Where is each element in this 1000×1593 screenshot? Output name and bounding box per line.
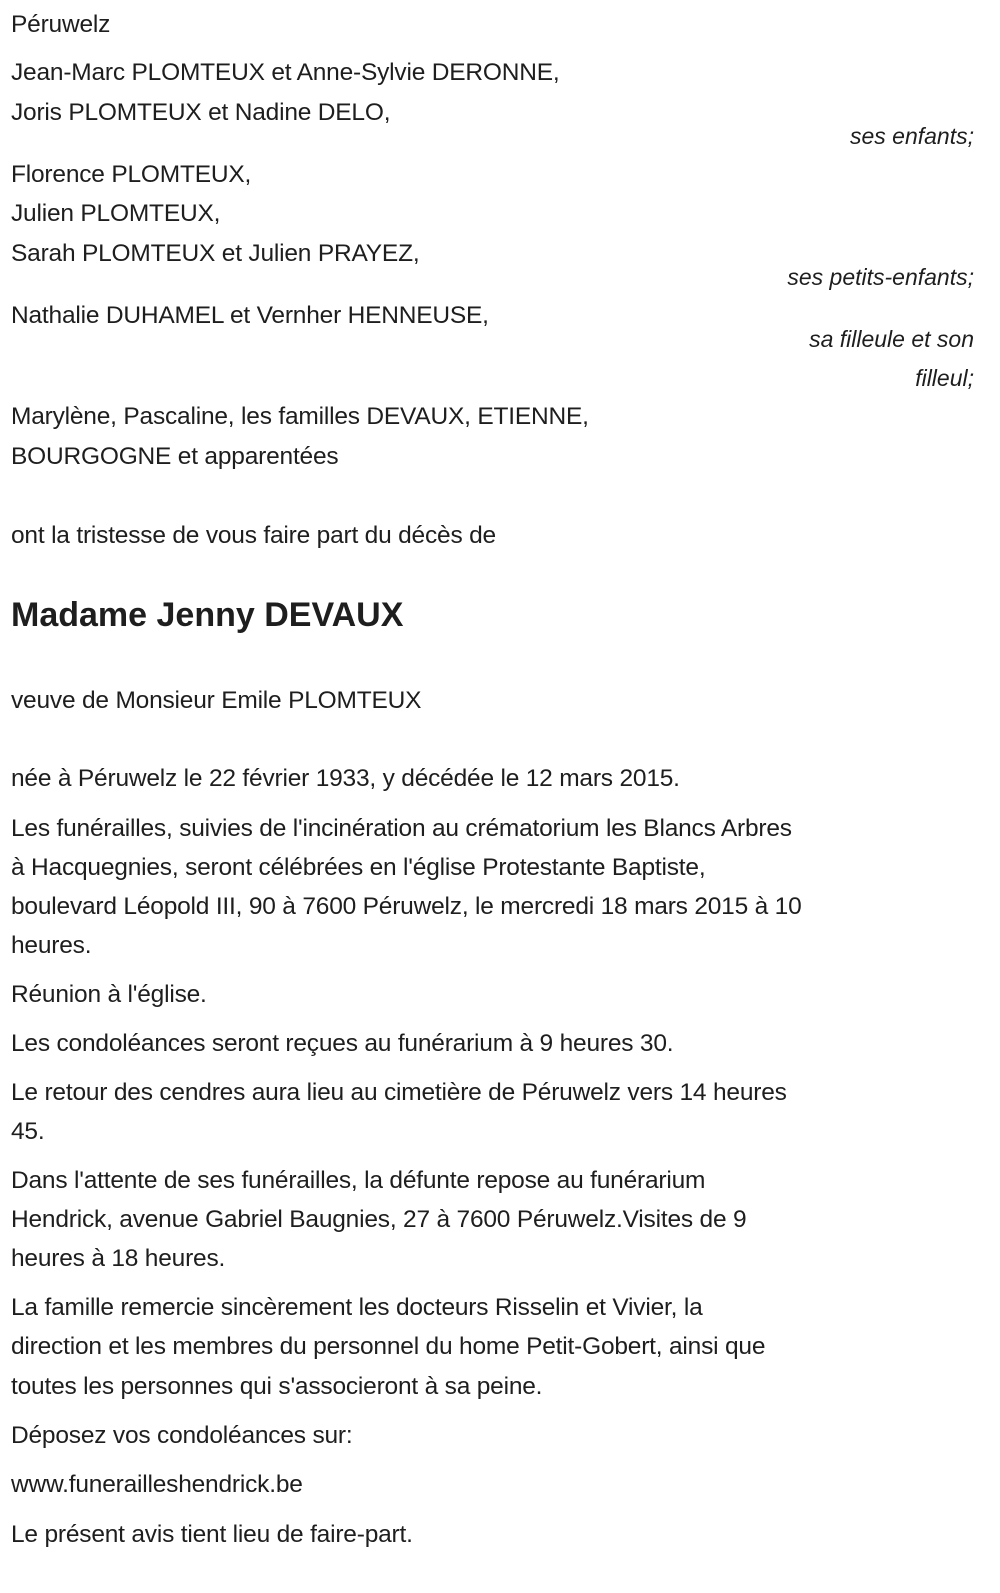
godchildren-label: sa filleule et son [809, 326, 974, 352]
announcement: ont la tristesse de vous faire part du décès de [11, 522, 496, 549]
rest-line: Dans l'attente de ses funérailles, la défunte repose au funérarium [11, 1167, 706, 1194]
funeral-line: heures. [11, 932, 92, 959]
grandchildren-line: Sarah PLOMTEUX et Julien PRAYEZ, [11, 240, 420, 267]
place: Péruwelz [11, 11, 111, 38]
thanks-line: La famille remercie sincèrement les docteurs Risselin et Vivier, la [11, 1294, 703, 1321]
funeral-line: à Hacquegnies, seront célébrées en l'église Protestante Baptiste, [11, 854, 706, 881]
grandchildren-line: Julien PLOMTEUX, [11, 200, 221, 227]
condolences: Les condoléances seront reçues au funérarium à 9 heures 30. [11, 1030, 674, 1057]
grandchildren-label: ses petits-enfants; [787, 264, 974, 290]
ashes-line: Le retour des cendres aura lieu au cimetière de Péruwelz vers 14 heures [11, 1079, 787, 1106]
children-line: Jean-Marc PLOMTEUX et Anne-Sylvie DERONNE, [11, 59, 560, 86]
ashes-line: 45. [11, 1118, 45, 1145]
grandchildren-line: Florence PLOMTEUX, [11, 161, 252, 188]
birth-death: née à Péruwelz le 22 février 1933, y décédée le 12 mars 2015. [11, 765, 680, 792]
thanks-line: direction et les membres du personnel du home Petit-Gobert, ainsi que [11, 1333, 766, 1360]
condolences-prompt: Déposez vos condoléances sur: [11, 1422, 353, 1449]
meeting: Réunion à l'église. [11, 981, 207, 1008]
funeral-line: Les funérailles, suivies de l'incinération au crématorium les Blancs Arbres [11, 815, 792, 842]
rest-line: heures à 18 heures. [11, 1245, 226, 1272]
widow-of: veuve de Monsieur Emile PLOMTEUX [11, 687, 422, 714]
children-line: Joris PLOMTEUX et Nadine DELO, [11, 99, 391, 126]
godchildren-label: filleul; [915, 365, 974, 391]
children-label: ses enfants; [849, 123, 974, 149]
thanks-line: toutes les personnes qui s'associeront à sa peine. [11, 1373, 543, 1400]
family-line: BOURGOGNE et apparentées [11, 443, 339, 470]
rest-line: Hendrick, avenue Gabriel Baugnies, 27 à 7600 Péruwelz.Visites de 9 [11, 1206, 747, 1233]
godchildren-line: Nathalie DUHAMEL et Vernher HENNEUSE, [11, 302, 489, 329]
family-line: Marylène, Pascaline, les familles DEVAUX, ETIENNE, [11, 403, 589, 430]
deceased-name: Madame Jenny DEVAUX [11, 596, 404, 634]
website-link[interactable]: www.funerailleshendrick.be [11, 1471, 303, 1498]
funeral-line: boulevard Léopold III, 90 à 7600 Péruwelz, le mercredi 18 mars 2015 à 10 [11, 893, 802, 920]
closing: Le présent avis tient lieu de faire-part. [11, 1521, 413, 1548]
